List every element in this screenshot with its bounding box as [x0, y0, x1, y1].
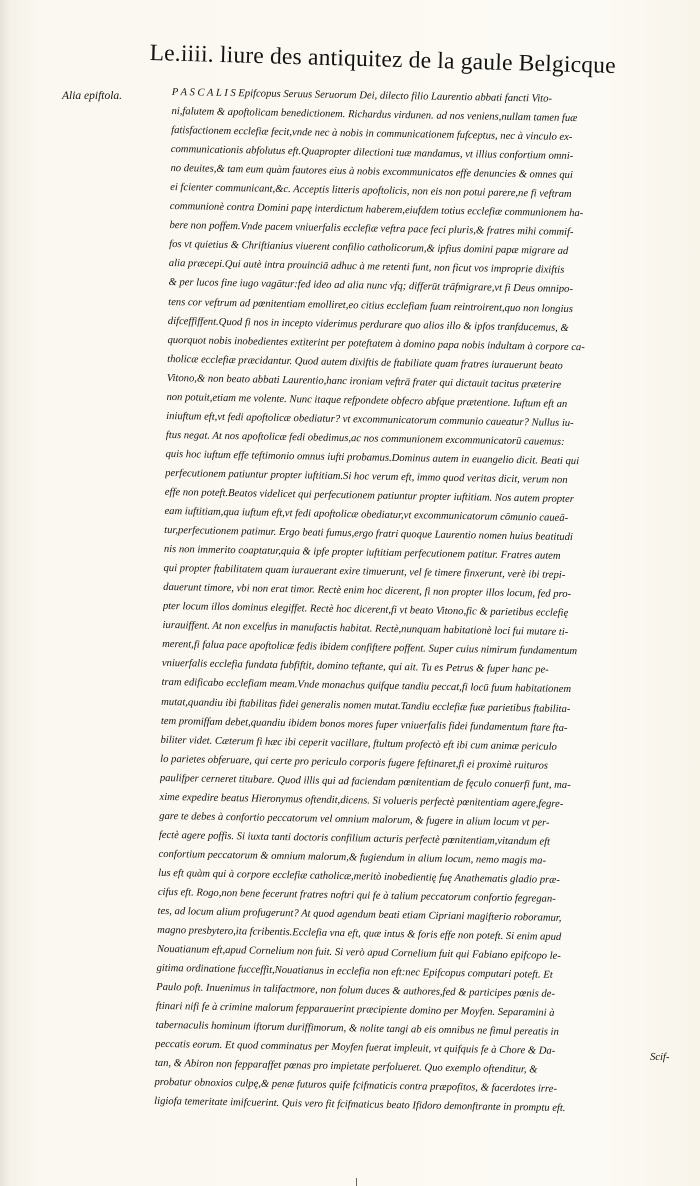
text-line: tes, ad locum alium profugerunt? At quod agendum beati etiam Cipriani magifterio roboramur, — [157, 905, 562, 924]
text-line: ni,falutem & apoftolicam benedictionem. Richardus virdunen. ad nos veniens,nullam tamen fuæ — [171, 106, 578, 125]
text-line: communicationis abfolutus eft.Quapropter dilectioni tuæ mandamus, vt illius confortium omni- — [170, 144, 574, 163]
gutter-shadow — [0, 0, 10, 1186]
text-line: gare te debes à confortio peccatorum vel omnium malorum, & fugere in alium locum vt per- — [159, 810, 550, 829]
text-line: Paulo poft. Inuenimus in talifactmore, non folum duces & authores,fed & participes pœnis de- — [156, 982, 556, 1001]
text-line: effe non poteft.Beatos videlicet qui perfecutionem patiuntur propter iuftitiam. Nos autem propter — [164, 486, 574, 506]
page-mark — [356, 1178, 357, 1186]
text-line: magno presbytero,ita fcribentis.Ecclefia vna eft, quæ intus & foris effe non poteft. Si enim apud — [157, 924, 562, 943]
text-line: tabernaculis hominum iftorum duriffimorum, & nolite tangi ab eis omnibus ne fimul pereatis in — [155, 1020, 559, 1039]
text-line: nis non immerito coaptatur,quia & ipfe propter iuftitiam perfecutionem patitur. Fratres autem — [163, 544, 561, 562]
text-line: biliter videt. Cæterum fi hæc ibi ceperit vacillare, ftultum profectò eft ibi cum animæ periculo — [160, 734, 557, 753]
text-line: peccatis eorum. Et quod comminatus per Moyfen fuerat impleuit, vt quifquis fe à Chore & Da- — [155, 1039, 556, 1058]
text-line: iniuftum eft,vt fedi apoftolicæ obediatur? vt excommunicatorum communio caueatur? Nullus iu- — [166, 410, 574, 429]
text-line: quorquot nobis inobedientes extiterint per poteftatem à domino papa nobis indultam à corpore ca- — [167, 334, 585, 353]
text-line: fos vt quietius & Chriftianius viuerent confilio catholicorum,& ipfius domini papæ migrare ad — [169, 239, 569, 258]
text-line: tem promiffam debet,quandiu ibidem bonos mores fuper vniuerfalis fidei fundamentum ftare fta- — [160, 715, 568, 734]
text-line: ftinari nifi fe à crimine malorum fepparauerint præcipiente domino per Moyfen. Separamini à — [155, 1001, 555, 1020]
text-line: Vitono,& non beato abbati Laurentio,hanc ironiam veftrā frater qui dictauit tacitus præterire — [166, 372, 562, 391]
text-line: quis hoc iuftum effe teftimonio omnus iufti probamus.Dominus autem in euangelio dicit. Beati qui — [165, 448, 580, 468]
text-line: iurauiffent. At non excelfus in manufactis habitat. Rectè,nunquam habitationè loci fui mutare ti- — [162, 620, 569, 639]
text-line: tur,perfecutionem patimur. Ergo beati fumus,ergo fratri quoque Laurentio nomen huius beatitudi — [164, 525, 573, 544]
text-line: paulifper cerneret titubare. Quod illis qui ad faciendam pœnitentiam de fęculo conuerfi funt, ma- — [159, 772, 571, 791]
text-line: gitima ordinatione fucceffit,Nouatianus in ecclefia non eft:nec Epifcopus computari poteft. Et — [156, 963, 553, 981]
text-line: bere non poffem.Vnde pacem vniuerfalis ecclefiæ veftra pace feci pluris,& fratres mihi commif- — [169, 220, 574, 239]
margin-note: Alia epiftola. — [62, 90, 123, 102]
text-line: & per lucos fine iugo vagātur:fed ideo ad alia nunc vfq; differūt trāfmigrare,vt fi Deus omnipo- — [168, 277, 574, 296]
running-header-title: Le.iiii. liure des antiquitez de la gaule Belgicque — [149, 40, 617, 80]
text-line: xime expedire beatus Hieronymus oftendit,dicens. Si volueris perfectè pœnitentiam agere,fegre- — [159, 791, 564, 810]
text-line: fectè agere poffis. Si iuxta tanti doctoris confilium acturis perfectè pœnitentiam,vitandum eft — [158, 829, 551, 848]
text-line: lo parietes obferuare, qui certe pro periculo corporis fugere feftinaret,fi ei proximè ruituros — [160, 753, 549, 772]
text-line: merent,fi falua pace apoftolicæ fedis ibidem confiftere poffent. Super cuius nimirum fundamentum — [162, 639, 578, 658]
text-line: ftus negat. At nos apoftolicæ fedi obedimus,ac nos communionem excommunicatorū cauemus: — [165, 429, 565, 448]
text-line: P A S C A L I S Epifcopus Seruus Seruorum Dei, dilecto filio Laurentio abbati fancti Vito- — [171, 86, 553, 105]
text-line: Nouatianum eft,apud Cornelium non fuit. Si verò apud Cornelium fuit qui Fabiano epifcopo le- — [156, 943, 561, 963]
text-line: lus eft quàm qui à corpore ecclefiæ catholicæ,meritò inobedientię fuę Anathematis gladio præ- — [158, 867, 560, 886]
text-line: tholicæ ecclefiæ præcidantur. Quod autem dixiftis de ftabiliate quam fratres iurauerunt beato — [167, 353, 563, 372]
text-line: probatur obnoxios culpę,& penæ futuros quife fcifmaticis contra præpofitos, & facerdotes irre- — [154, 1077, 558, 1096]
text-line: non potuit,etiam me volente. Nunc itaque refpondete obfecro abfque prætentione. Iuftum eft an — [166, 391, 568, 410]
text-line: communionè contra Domini papę interdictum haberem,eiufdem totius ecclefiæ communionem ha- — [169, 201, 584, 220]
text-line: eam iuftitiam,qua iuftum eft,vt fedi apoftolicæ obediatur,vt excommunicatorum cōmunio caueā- — [164, 505, 569, 525]
text-line: tan, & Abiron non fepparaffet pœnas pro impietate perfolueret. Quo exemplo oftenditur, & — [154, 1058, 538, 1076]
text-line: tram edificabo ecclefiam meam.Vnde monachus quifque tandiu peccat,fi locū fuum habitationem — [161, 677, 572, 696]
text-line: cifus eft. Rogo,non bene fecerunt fratres noftri qui fe à talium peccatorum confortio fegregan- — [157, 886, 556, 905]
body-text — [154, 83, 680, 1120]
text-line: ligiofa temeritate imifcuerint. Quis vero fit fcifmaticus beato Ifidoro demonftrante in promptu eft. — [154, 1096, 566, 1115]
text-line: tens cor veftrum ad pœnitentiam emolliret,eo citius ecclefiam fuam reintroirent,quo non longius — [168, 296, 573, 315]
text-line: vniuerfalis ecclefia fundata fubfiftit, domino teftante, qui ait. Tu es Petrus & fuper hanc pe- — [161, 658, 549, 677]
text-line: confortium peccatorum & omnium malorum,& fugiendum in alium locum, nemo magis ma- — [158, 848, 547, 867]
text-line: no deuites,& tam eum quàm fautores eius à nobis excommunicatos effe denuncies & omnes qui — [170, 163, 573, 182]
text-line: dauerunt timore, vbi non erat timor. Rectè enim hoc dicerent, fi non propter illos locum, fed pro- — [163, 582, 572, 601]
catchword: Scif- — [649, 1051, 670, 1064]
text-line: pter locum illos dominus elegiffet. Rectè hoc dicerent,fi vt beato Vitono,fic & parietibus ecclefię — [162, 601, 569, 620]
text-line: perfecutionem patiuntur propter iuftitiam.Si hoc verum eft, immo quod veritas dicit, verum non — [165, 467, 568, 486]
text-line: ei fcienter communicant,&c. Acceptis litteris apoftolicis, non eis non potui parere,ne fi veftram — [170, 182, 572, 201]
text-line: mutat,quandiu ibi ftabilitas fidei generalis nomen mutat.Tandiu ecclefiæ fuæ parietibus ftabilita- — [161, 696, 571, 715]
text-line: alia præcepi.Qui autè intra prouinciā adhuc à me retenti funt, non ficut vos improprie dixiftis — [168, 258, 565, 277]
text-line: difceffiffent.Quod fi nos in incepto viderimus perdurare quo alios illo & ipfos tranfducemus, & — [167, 315, 569, 334]
text-line: fatisfactionem ecclefiæ fecit,vnde nec à nobis in communicationem fufceptus, nec à vinculo ex- — [171, 125, 573, 144]
text-line: qui propter ftabilitatem quam iurauerant exire timuerunt, vel fe timere finxerunt, verè ibi trepi- — [163, 563, 566, 582]
